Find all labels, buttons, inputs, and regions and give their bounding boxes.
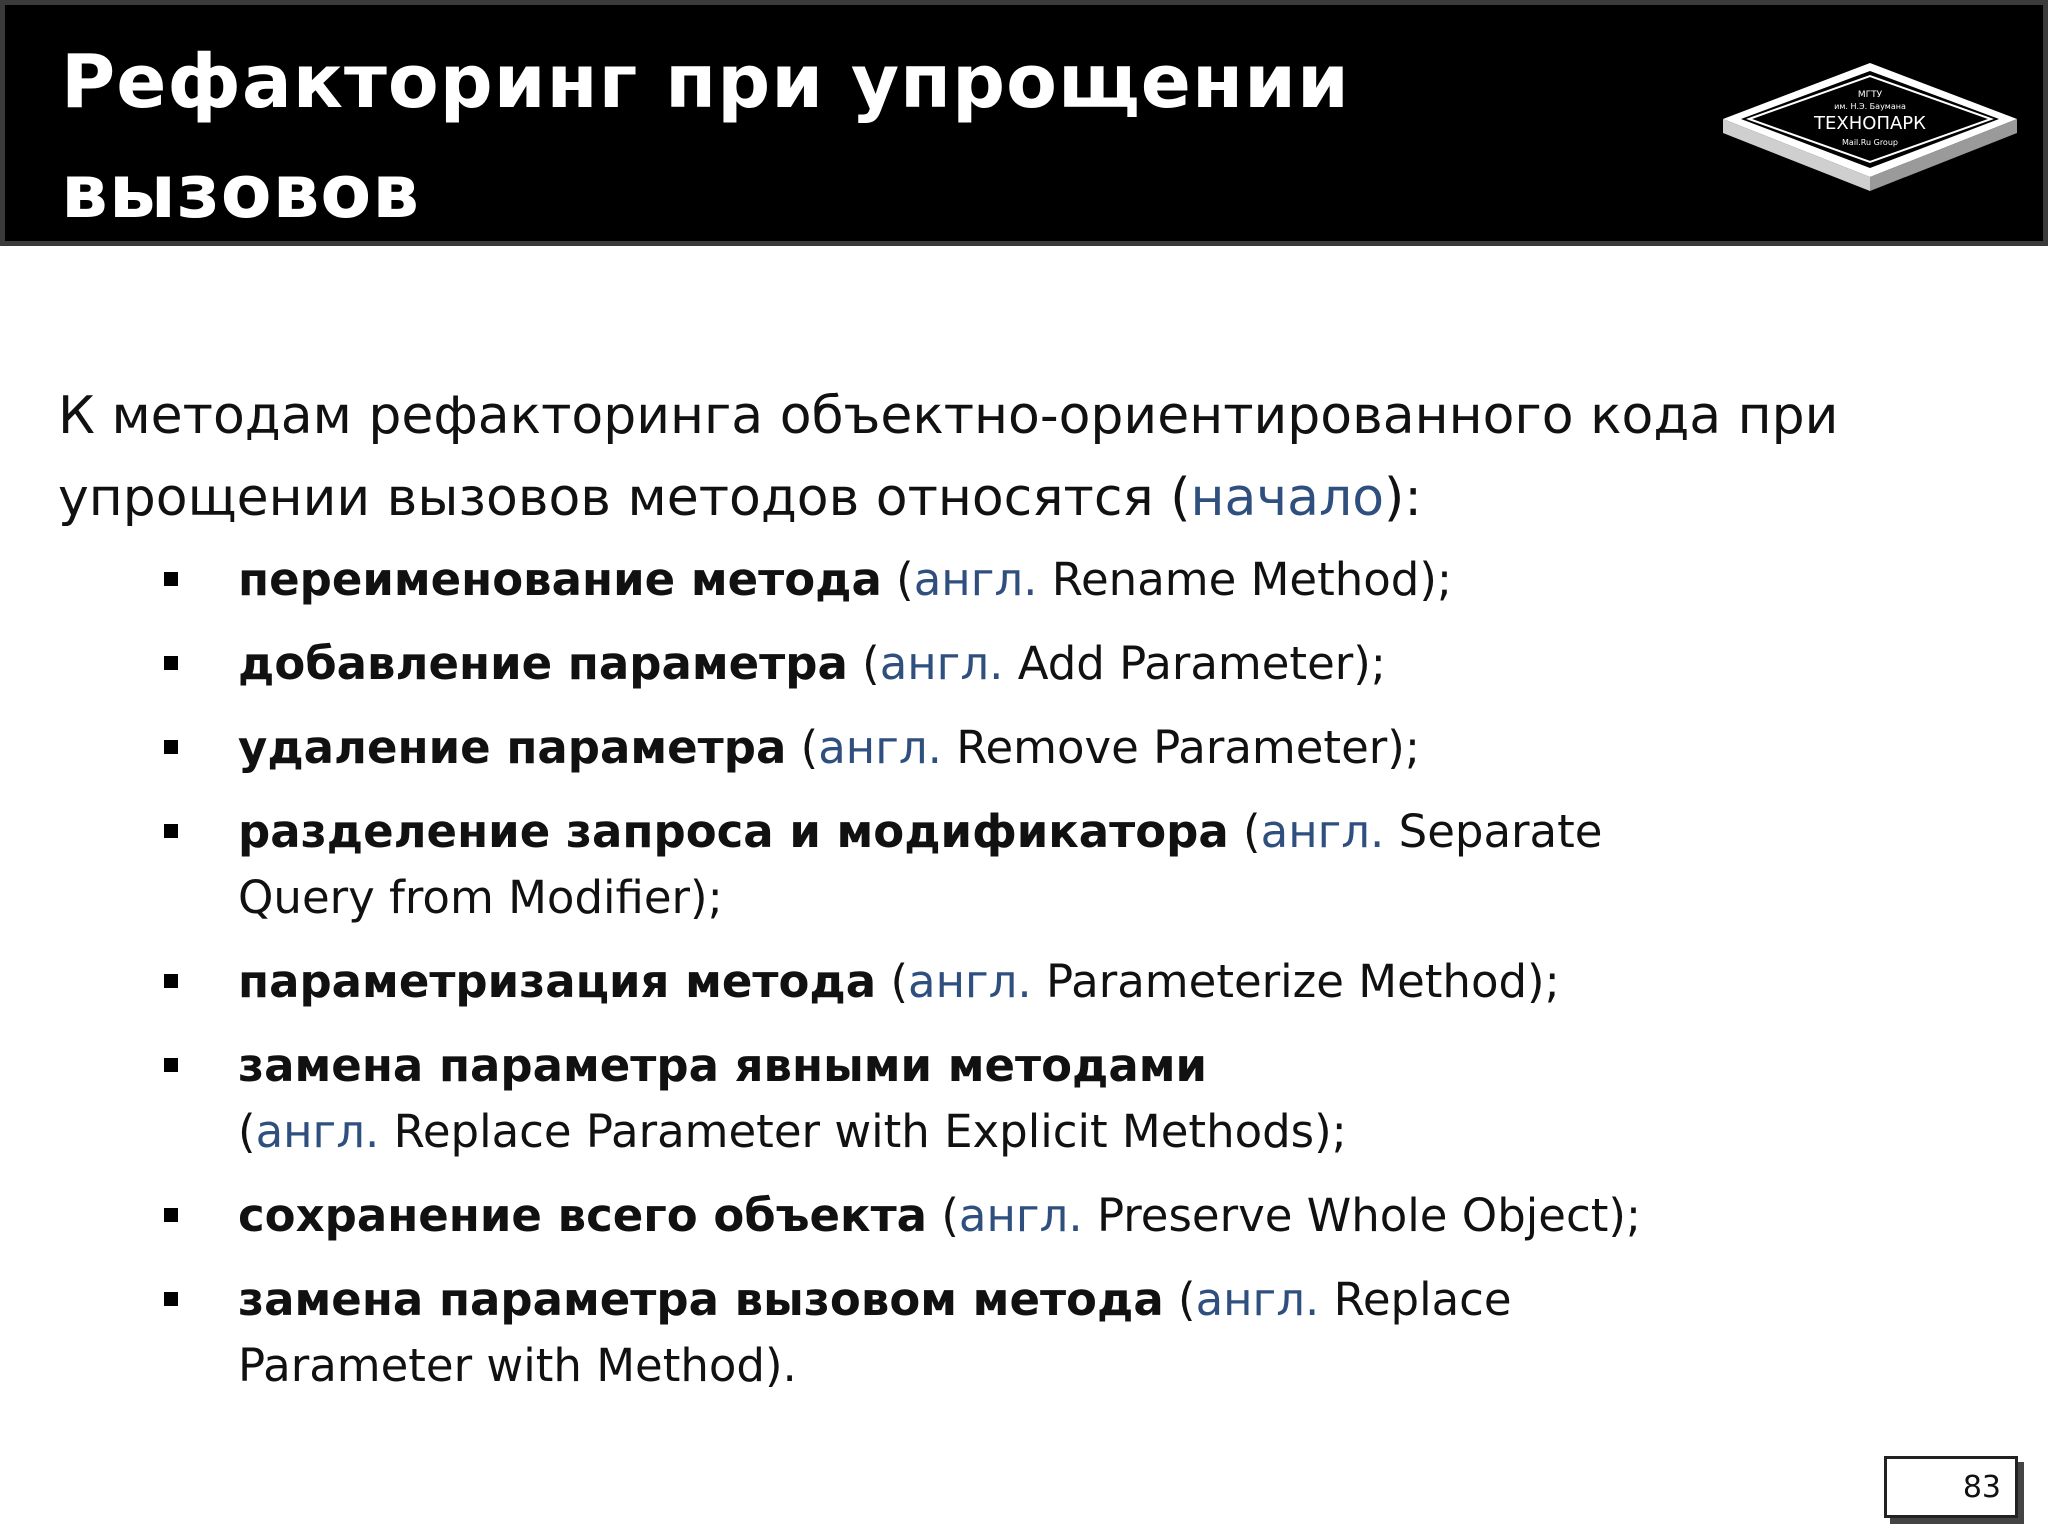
item-english: Parameterize Method); xyxy=(1031,955,1560,1008)
intro-text-end: ): xyxy=(1384,468,1422,528)
list-item xyxy=(58,715,1738,781)
bullet-icon xyxy=(164,1208,178,1222)
item-term: разделение запроса и модификатора xyxy=(238,805,1229,858)
list-item xyxy=(58,547,1738,613)
item-lang: англ. xyxy=(958,1189,1083,1242)
item-paren: ( xyxy=(881,553,914,606)
item-paren: ( xyxy=(847,637,880,690)
item-english: Preserve Whole Object); xyxy=(1082,1189,1642,1242)
item-term: удаление параметра xyxy=(238,721,787,774)
item-lang: англ. xyxy=(913,553,1038,606)
item-term: замена параметра явными методами xyxy=(238,1039,1208,1092)
slide-content xyxy=(58,375,1958,1417)
item-paren: ( xyxy=(1228,805,1261,858)
list-item xyxy=(58,1267,1738,1399)
item-english: Rename Method); xyxy=(1037,553,1453,606)
item-term: переименование метода xyxy=(238,553,882,606)
item-english: Replace Parameter with Explicit Methods); xyxy=(379,1105,1347,1158)
slide-title-line1: Рефакторинг при упрощении вызовов xyxy=(61,39,1350,235)
intro-paragraph xyxy=(58,375,1958,539)
list-item xyxy=(58,799,1738,931)
logo-line3: ТЕХНОПАРК xyxy=(1814,113,1926,134)
bullet-icon xyxy=(164,740,178,754)
item-lang: англ. xyxy=(255,1105,380,1158)
item-term: замена параметра вызовом метода xyxy=(238,1273,1164,1326)
bullet-icon xyxy=(164,974,178,988)
methods-list xyxy=(58,547,1958,1399)
item-term: сохранение всего объекта xyxy=(238,1189,928,1242)
list-item xyxy=(58,1183,1738,1249)
slide-title-line2: методов (1 / 2) xyxy=(61,259,713,345)
bullet-icon xyxy=(164,1292,178,1306)
bullet-icon xyxy=(164,1058,178,1072)
item-lang: англ. xyxy=(1260,805,1385,858)
item-paren: ( xyxy=(876,955,909,1008)
item-english: Separate Query from Modifier); xyxy=(238,805,1603,924)
item-paren: ( xyxy=(927,1189,959,1242)
page-number-box xyxy=(1884,1456,2018,1518)
logo-line2: им. Н.Э. Баумана xyxy=(1834,102,1906,111)
technopark-logo xyxy=(1715,57,2025,207)
intro-link-start[interactable]: начало xyxy=(1190,468,1385,528)
item-lang: англ. xyxy=(1195,1273,1320,1326)
intro-text: К методам рефакторинга объектно-ориентированного кода при упрощении вызовов методов относятся ( xyxy=(58,386,1839,528)
bullet-icon xyxy=(164,656,178,670)
item-english: Replace Parameter with Method). xyxy=(238,1273,1512,1392)
bullet-icon xyxy=(164,572,178,586)
item-lang: англ. xyxy=(818,721,942,774)
title-bar xyxy=(0,0,2048,345)
item-lang: англ. xyxy=(908,955,1032,1008)
logo-line1: МГТУ xyxy=(1857,90,1883,100)
item-english: Remove Parameter); xyxy=(941,721,1420,774)
bullet-icon xyxy=(164,824,178,838)
list-item xyxy=(58,949,1738,1015)
item-paren: ( xyxy=(1163,1273,1196,1326)
item-lang: англ. xyxy=(879,637,1004,690)
item-english: Add Parameter); xyxy=(1003,637,1386,690)
page-number: 83 xyxy=(1962,1470,2001,1505)
list-item xyxy=(58,1033,1738,1165)
item-paren: ( xyxy=(786,721,819,774)
item-term: параметризация метода xyxy=(238,955,877,1008)
logo-line4: Mail.Ru Group xyxy=(1842,138,1898,147)
slide-title xyxy=(61,27,1621,357)
list-item xyxy=(58,631,1738,697)
item-term: добавление параметра xyxy=(238,637,848,690)
item-paren: ( xyxy=(238,1105,256,1158)
